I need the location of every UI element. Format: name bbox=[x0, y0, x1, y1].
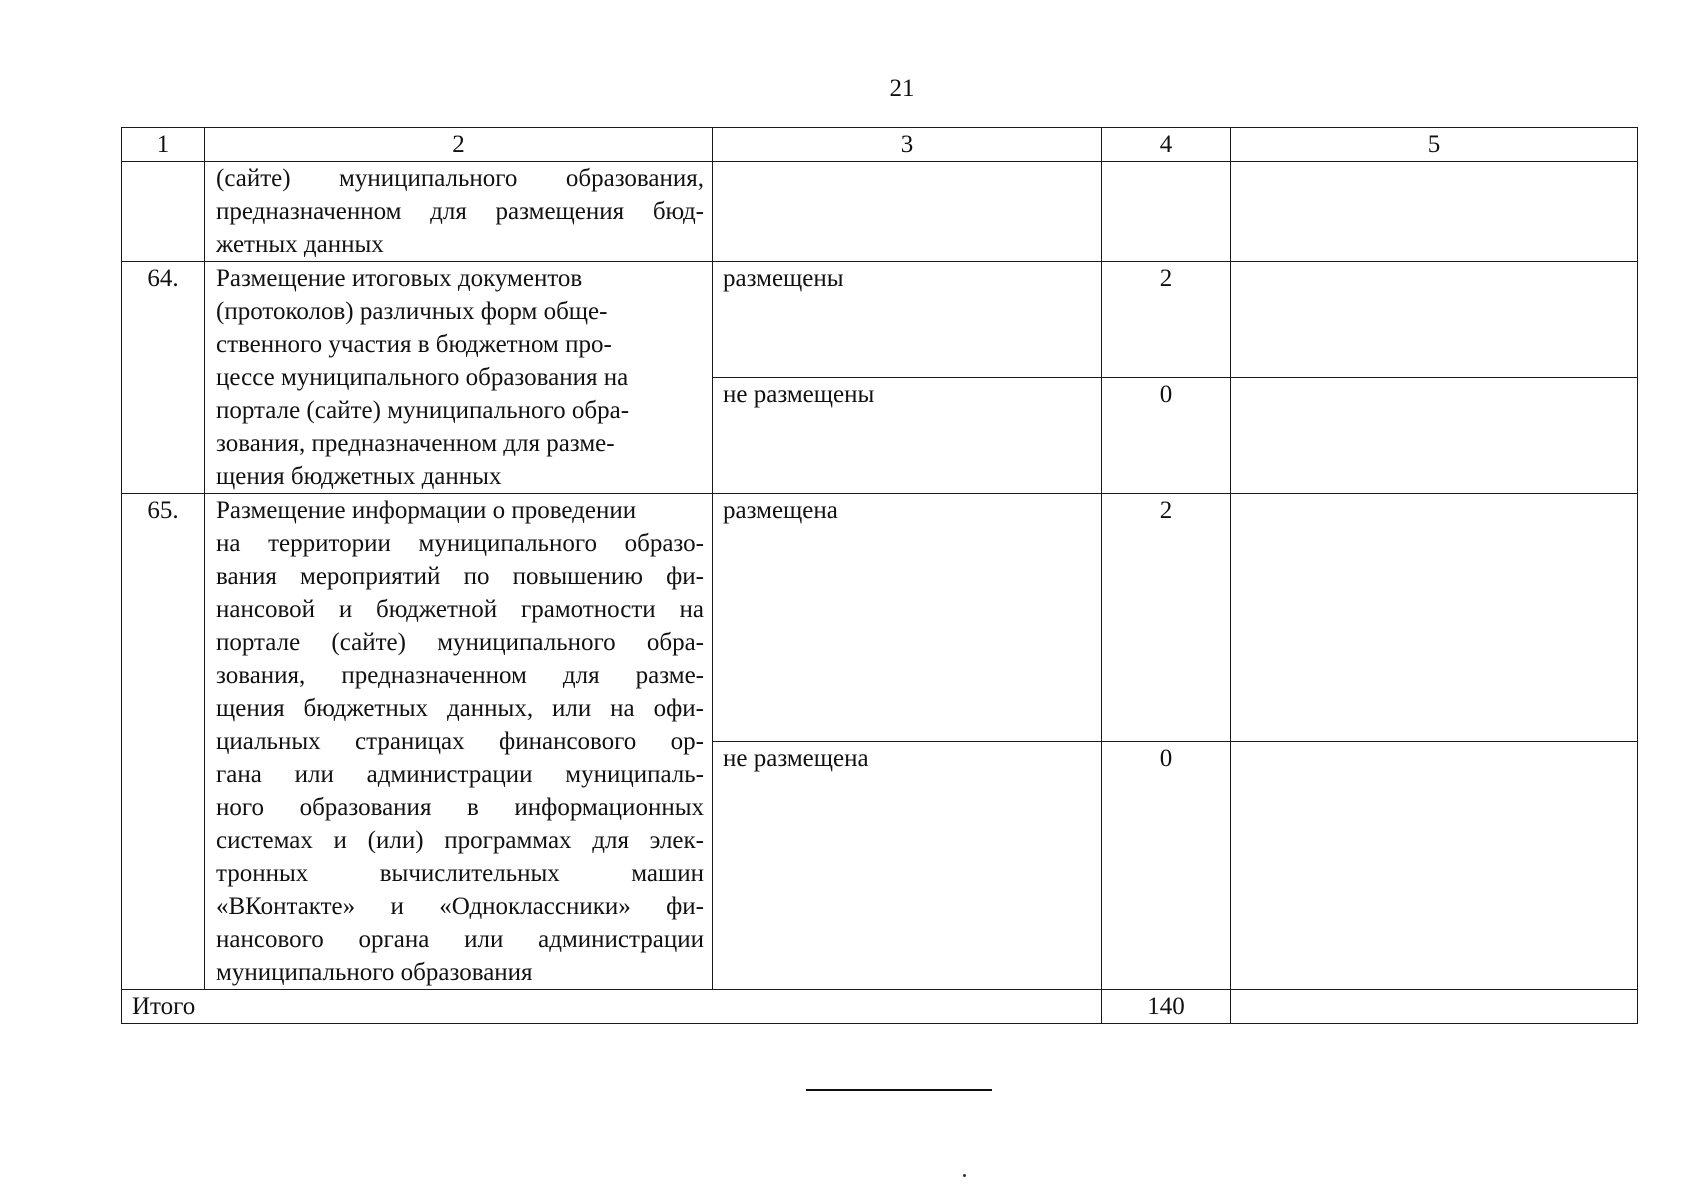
description-cell bbox=[205, 494, 713, 990]
header-cell-4: 4 bbox=[1102, 128, 1231, 162]
description-line: тронных вычислительных машин bbox=[216, 860, 704, 887]
header-cell-3: 3 bbox=[713, 128, 1102, 162]
row-number: 65. bbox=[122, 494, 205, 990]
total-label: Итого bbox=[122, 990, 1102, 1024]
description-line: (протоколов) различных форм обще- bbox=[216, 298, 608, 325]
description-line: ственного участия в бюджетном про- bbox=[216, 331, 612, 358]
description-line: вания мероприятий по повышению фи- bbox=[216, 563, 704, 590]
option-label: размещена bbox=[713, 494, 1102, 742]
header-cell-2: 2 bbox=[205, 128, 713, 162]
description-line: нансовой и бюджетной грамотности на bbox=[216, 596, 704, 623]
description-line: нансового органа или администрации bbox=[216, 926, 704, 953]
description-line: предназначенном для размещения бюд- bbox=[216, 198, 704, 225]
description-line: жетных данных bbox=[216, 231, 384, 258]
description-line: щения бюджетных данных, или на офи- bbox=[216, 695, 704, 722]
option-points: 0 bbox=[1102, 742, 1231, 990]
total-value: 140 bbox=[1102, 990, 1231, 1024]
scan-dot bbox=[963, 1174, 966, 1177]
option-label: не размещены bbox=[713, 378, 1102, 494]
num-cell bbox=[122, 162, 205, 262]
description-line: (сайте) муниципального образования, bbox=[216, 165, 704, 192]
option-cell bbox=[713, 162, 1102, 262]
description-cell bbox=[205, 162, 713, 262]
page-number: 21 bbox=[889, 75, 915, 102]
option-label: не размещена bbox=[713, 742, 1102, 990]
option-label: размещены bbox=[713, 262, 1102, 378]
note-cell bbox=[1231, 162, 1638, 262]
header-cell-1: 1 bbox=[122, 128, 205, 162]
description-line: портале (сайте) муниципального обра- bbox=[216, 397, 630, 424]
criteria-table bbox=[121, 127, 1638, 1024]
header-cell-5: 5 bbox=[1231, 128, 1638, 162]
option-points: 0 bbox=[1102, 378, 1231, 494]
description-line: Размещение информации о проведении bbox=[216, 497, 637, 524]
description-line: зования, предназначенном для разме- bbox=[216, 662, 704, 689]
total-row bbox=[122, 990, 1638, 1024]
option-points: 2 bbox=[1102, 494, 1231, 742]
points-cell bbox=[1102, 162, 1231, 262]
description-line: ного образования в информационных bbox=[216, 794, 704, 821]
note-cell bbox=[1231, 742, 1638, 990]
separator-line bbox=[806, 1089, 992, 1091]
description-line: «ВКонтакте» и «Одноклассники» фи- bbox=[216, 893, 704, 920]
description-line: циальных страницах финансового ор- bbox=[216, 728, 704, 755]
description-line: цессе муниципального образования на bbox=[216, 364, 629, 391]
description-line: Размещение итоговых документов bbox=[216, 265, 583, 292]
table-row bbox=[122, 262, 1638, 378]
description-line: системах и (или) программах для элек- bbox=[216, 827, 704, 854]
description-line: муниципального образования bbox=[216, 959, 533, 986]
note-cell bbox=[1231, 990, 1638, 1024]
row-number: 64. bbox=[122, 262, 205, 494]
table-row bbox=[122, 494, 1638, 742]
description-line: портале (сайте) муниципального обра- bbox=[216, 629, 704, 656]
description-line: гана или администрации муниципаль- bbox=[216, 761, 704, 788]
option-points: 2 bbox=[1102, 262, 1231, 378]
description-line: щения бюджетных данных bbox=[216, 463, 502, 490]
description-line: на территории муниципального образо- bbox=[216, 530, 704, 557]
note-cell bbox=[1231, 378, 1638, 494]
description-line: зования, предназначенном для разме- bbox=[216, 430, 615, 457]
table-header-row bbox=[122, 128, 1638, 162]
note-cell bbox=[1231, 494, 1638, 742]
table-row-continuation bbox=[122, 162, 1638, 262]
description-cell bbox=[205, 262, 713, 494]
note-cell bbox=[1231, 262, 1638, 378]
